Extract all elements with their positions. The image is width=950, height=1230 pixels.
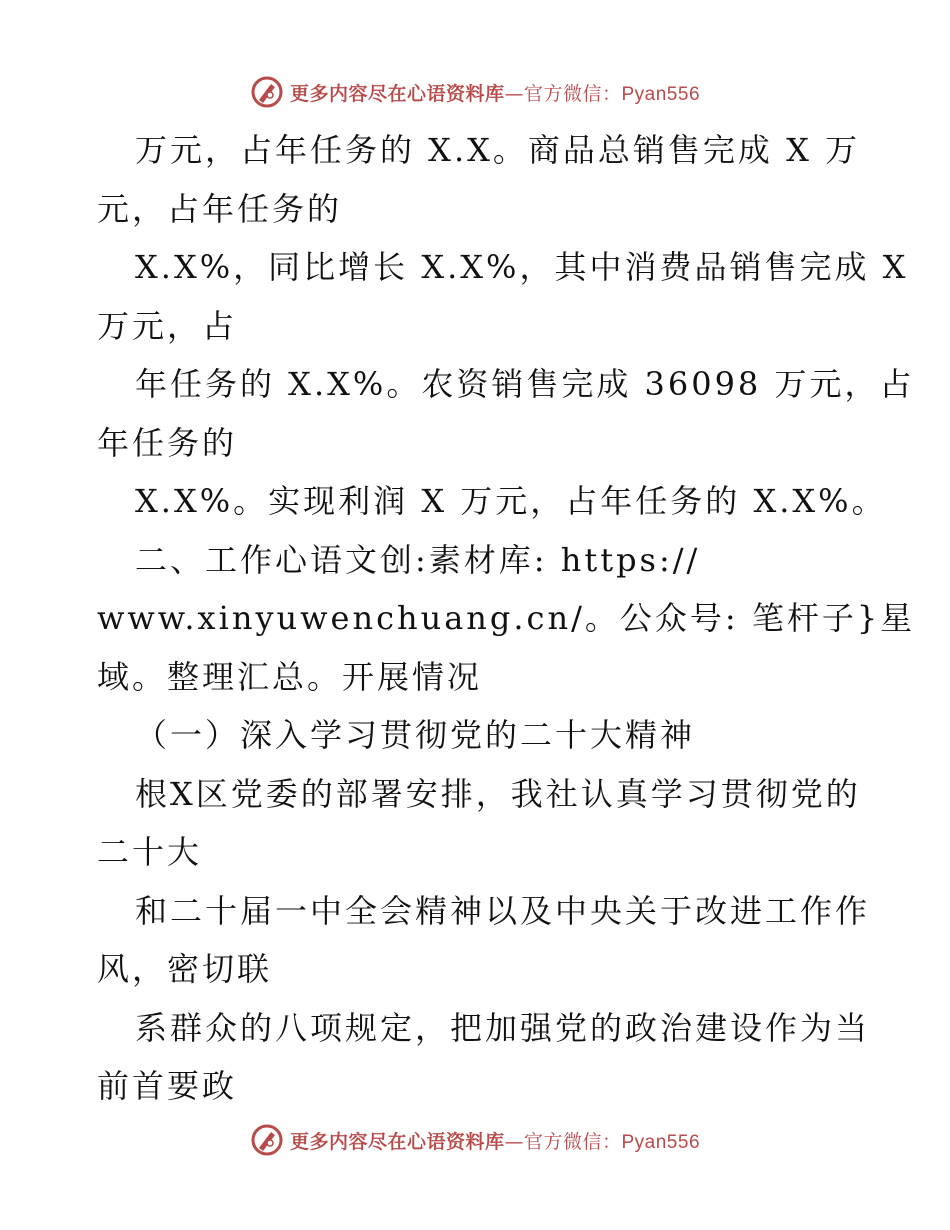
text-line: X.X%。实现利润 X 万元，占年任务的 X.X%。 [135,482,887,520]
watermark-sub-text: 官方微信： [523,1130,622,1153]
watermark-dash: — [504,82,524,105]
watermark-sub-text: 官方微信： [523,82,622,105]
text-line: 万元，占年任务的 X.X。商品总销售完成 X 万 [135,131,861,169]
footer-watermark [0,1120,950,1160]
text-line: 域。整理汇总。开展情况 [97,657,483,696]
text-line: 二十大 [97,833,203,871]
subsection-heading: （一）深入学习贯彻党的二十大精神 [135,716,696,754]
text-line: 前首要政 [97,1067,238,1105]
text-line: 万元，占 [97,306,238,345]
text-line: 根X区党委的部署安排，我社认真学习贯彻党的 [135,774,861,813]
text-line: 风，密切联 [97,950,273,988]
text-line: 系群众的八项规定，把加强党的政治建设作为当 [135,1008,871,1047]
text-line: 年任务的 [97,423,238,462]
watermark-text [290,1127,700,1154]
pen-logo-icon [250,1123,284,1157]
watermark-main-text: 更多内容尽在心语资料库 [289,1130,505,1153]
text-line: 年任务的 X.X%。农资销售完成 36098 万元，占 [135,365,915,403]
watermark-wechat-id: Pyan556 [621,1131,701,1153]
text-line: X.X%，同比增长 X.X%，其中消费品销售完成 X [135,248,909,286]
watermark-wechat-id: Pyan556 [621,83,701,105]
text-line: 元，占年任务的 [97,189,343,228]
document-body [97,121,916,1116]
header-watermark [0,72,950,112]
watermark-text [290,79,700,106]
section-heading: 二、工作心语文创:素材库: https:// [135,540,701,579]
watermark-dash: — [504,1130,524,1153]
text-line: 和二十届一中全会精神以及中央关于改进工作作 [135,891,871,930]
watermark-main-text: 更多内容尽在心语资料库 [289,82,505,105]
text-line: www.xinyuwenchuang.cn/。公众号: 笔杆子}星 [97,599,916,637]
pen-logo-icon [250,75,284,109]
